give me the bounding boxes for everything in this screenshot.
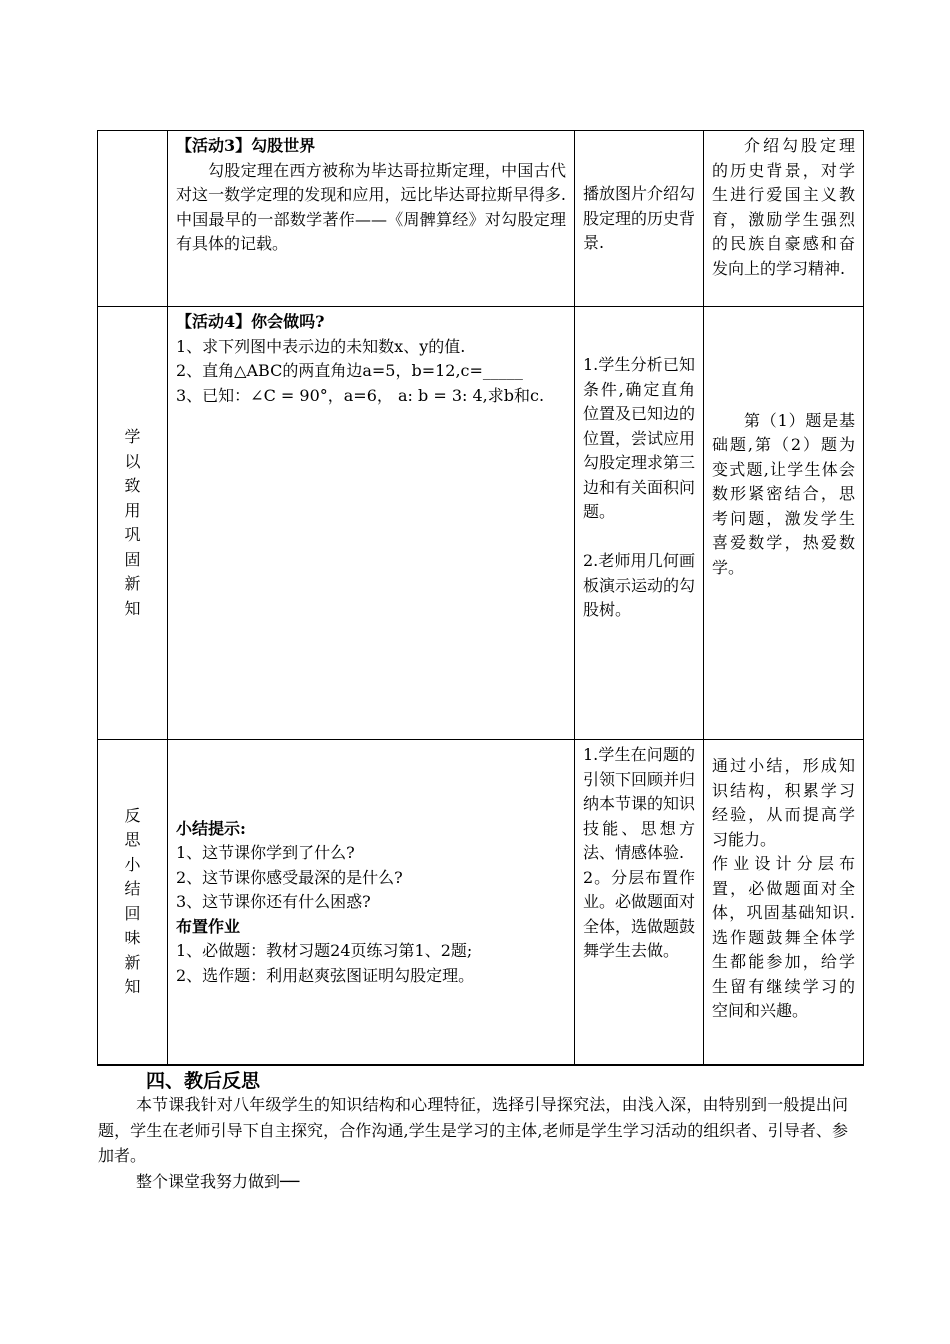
phase-cell-apply [98,307,168,740]
teacher-cell-summary [575,740,704,1065]
intent-cell-summary [704,740,864,1065]
summary-line-3: 3、这节课你还有什么困惑? [176,892,371,911]
content-cell-activity-3 [168,131,575,307]
teacher-cell-activity-4 [575,307,704,740]
phase-cell-empty [98,131,168,307]
lesson-plan-table [97,130,864,1066]
exercise-1: 1、求下列图中表示边的未知数x、y的值. [176,336,466,356]
teacher-text-1: 1.学生分析已知条件,确定直角位置及已知边的位置，尝试应用勾股定理求第三边和有关面积问题。 [583,355,696,521]
homework-line-1: 1、必做题：教材习题24页练习第1、2题; [176,941,473,960]
summary-title: 小结提示: [176,818,246,838]
phase-char: 新 [124,952,141,972]
phase-char: 巩 [124,525,141,544]
teacher-cell-activity-3 [575,131,704,307]
activity-3-title: 【活动3】勾股世界 [176,136,316,155]
teacher-text-2: 2。分层布置作业。必做题面对全体，选做题鼓舞学生去做。 [583,867,696,960]
table-row-activity-4 [98,307,864,740]
phase-char: 思 [124,830,141,850]
phase-char: 学 [124,427,141,446]
summary-line-1: 1、这节课你学到了什么? [176,843,355,862]
activity-4-title: 【活动4】你会做吗? [176,312,325,331]
intent-cell-activity-4 [704,307,864,740]
phase-char: 新 [124,574,141,593]
activity-3-text: 勾股定理在西方被称为毕达哥拉斯定理，中国古代对这一数学定理的发现和应用，远比毕达哥拉斯早得多.中国最早的一部数学著作——《周髀算经》对勾股定理有具体的记载。 [176,160,566,253]
homework-line-2: 2、选作题：利用赵爽弦图证明勾股定理。 [176,965,475,985]
phase-char: 知 [124,598,141,618]
intent-cell-activity-3 [704,131,864,307]
table-row-summary [98,740,864,1065]
teacher-text-1: 1.学生在问题的引领下回顾并归纳本节课的知识技能、思想方法、情感体验. [583,745,696,862]
phase-char: 结 [124,879,141,899]
reflection-paragraph-2: 整个课堂我努力做到── [136,1171,300,1191]
phase-char: 味 [124,928,141,948]
phase-char: 知 [124,977,141,997]
content-cell-activity-4 [168,307,575,740]
phase-char: 固 [124,549,141,569]
content-cell-summary [168,740,575,1065]
phase-char: 小 [124,854,141,874]
intent-text-1: 通过小结，形成知识结构，积累学习经验，从而提高学习能力。 [712,756,855,849]
phase-char: 用 [124,500,141,520]
teacher-text: 播放图片介绍勾股定理的历史背景. [583,184,696,253]
reflection-body [98,1092,848,1194]
phase-cell-reflect [98,740,168,1065]
exercise-3: 3、已知：∠C = 90°，a=6， a: b = 3: 4,求b和c. [176,385,545,405]
exercise-2: 2、直角△ABC的两直角边a=5，b=12,c=_____ [176,361,523,380]
summary-line-2: 2、这节课你感受最深的是什么? [176,867,403,887]
phase-char: 以 [124,451,141,471]
teacher-text-2: 2.老师用几何画板演示运动的勾股树。 [583,551,696,619]
section-heading: 四、教后反思 [146,1070,261,1092]
phase-char: 回 [124,903,141,923]
table-row-activity-3 [98,131,864,307]
phase-char: 反 [124,805,141,825]
reflection-paragraph-1: 本节课我针对八年级学生的知识结构和心理特征，选择引导探究法，由浅入深，由特别到一般提出问题，学生在老师引导下自主探究，合作沟通,学生是学习的主体,老师是学生学习活动的组织者、引导者、参加者。 [98,1095,848,1165]
phase-char: 致 [124,476,141,495]
intent-text: 介绍勾股定理的历史背景，对学生进行爱国主义教育，激励学生强烈的民族自豪感和奋发向上的学习精神. [712,136,855,278]
intent-text: 第（1）题是基础题,第（2）题为变式题,让学生体会数形紧密结合，思考问题，激发学生喜爱数学，热爱数学。 [712,410,855,577]
intent-text-2: 作业设计分层布置，必做题面对全体，巩固基础知识.选作题鼓舞全体学生都能参加，给学生留有继续学习的空间和兴趣。 [712,854,855,1020]
homework-title: 布置作业 [176,916,241,936]
